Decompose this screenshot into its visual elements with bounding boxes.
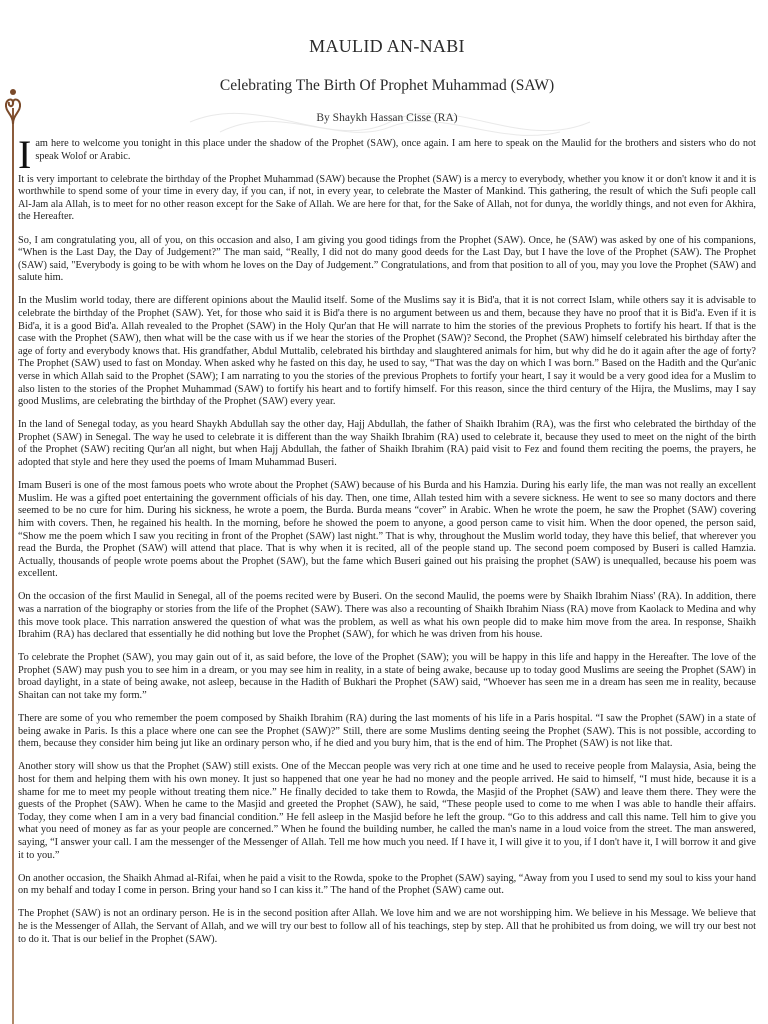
paragraph: In the Muslim world today, there are different opinions about the Maulid itself. Some of the Muslims say it is Bid'a, that it is not correct Islam, while others say it is advisable to celebrate the birthday of the Prophet (SAW). Yet, for those who said it is Bid'a there is no argument between us and them, because they have no proof that it is Bid'a. Even if it is Bid'a, it is a good Bid'a. Allah revealed to the Prophet (SAW) in the Holy Qur'an that He will narrate to him the stories of the previous Prophets to fortify his heart. If that is the case with the Prophet (SAW), then what will be the case with us if we hear the stories of the Prophet (SAW)? Second, the Prophet (SAW) himself celebrated his birthday after the age of forty and everybody knows that. His grandfather, Abdul Muttalib, celebrated his birthday and slaughtered animals for him, but why did he do it again after the age of forty? The Prophet (SAW) used to fast on Monday. When asked why he fasted on this day, he used to say, “That was the day on which I was born.” Based on the Hadith and the Qur'anic verse in which Allah said to the Prophet (SAW); I am narrating to you the stories of the previous Prophets to fortify your heart, I say it would be a very good idea for a Muslim to also listen to the stories of the Prophet Muhammad (SAW) to fortify his heart and to fortify himself. For this reason, since the third century of the Hijra, the Muslims, may I say good Muslims, are celebrating the birthday of the Prophet (SAW) every year. [18, 295, 756, 408]
paragraph: There are some of you who remember the poem composed by Shaikh Ibrahim (RA) during the last moments of his life in a Paris hospital. “I saw the Prophet (SAW) in a state of being awake in Paris. Is this a place where one can see the Prophet (SAW)?” Still, there are some Muslims denting seeing the Prophet (SAW). This is not possible, according to them, because they consider him being jut like an ordinary person who, if he died and you bury him, that is the end of him. The Prophet (SAW) is not like that. [18, 713, 756, 750]
paragraph: Imam Buseri is one of the most famous poets who wrote about the Prophet (SAW) because of his Burda and his Hamzia. During his early life, the man was not really an excellent Muslim. He was a gifted poet entertaining the government officials of his day. Then, one time, Allah tested him with a severe sickness. He went to see so many doctors and there seemed to be no cure for him. During his sickness, he wrote a poem, the Burda. Burda means “cover” in Arabic. When he wrote the poem, he saw the Prophet (SAW) covering him with covers. Then, he regained his health. In the morning, before he showed the poem to anyone, a good person came to visit him. When the door opened, the person said, “Show me the poem which I saw you reciting in front of the Prophet (SAW) last night.” That is why, throughout the Muslim world today, they have this belief, that wherever you read the Burda, the Prophet (SAW) will attend that place. That is why when it is recited, all of the people stand up. The second poem composed by Buseri is called Hamzia. Actually, thousands of people wrote poems about the Prophet (SAW), but the fame which Buseri gained out his praising the prophet (SAW) is unequalled, because his poem was excellent. [18, 480, 756, 580]
article-body [18, 132, 756, 946]
author-byline: By Shaykh Hassan Cisse (RA) [316, 112, 458, 124]
page-title: MAULID AN-NABI [309, 36, 465, 56]
paragraph: On another occasion, the Shaikh Ahmad al-Rifai, when he paid a visit to the Rowda, spoke to the Prophet (SAW) saying, “Away from you I used to send my soul to kiss your hand on my behalf and today I come in person. Bring your hand so I can kiss it.” The hand of the Prophet (SAW) came out. [18, 872, 756, 897]
paragraph: It is very important to celebrate the birthday of the Prophet Muhammad (SAW) because the Prophet (SAW) is a mercy to everybody, whether you know it or don't know it and it is worthwhile to spend some of your time in every day, if you can, if not, in every year, to celebrate the Master of Mankind. This gathering, the result of which the Sufi people call Al-Jam ala Allah, is to meet for no other reason except for the Sake of Allah. We are here for that, for the Sake of Allah, not for dunya, the worldly things, and not even for Akhira, the Hereafter. [18, 173, 756, 223]
paragraph: The Prophet (SAW) is not an ordinary person. He is in the second position after Allah. We love him and we are not worshipping him. We believe in his Message. We believe that he is the Messenger of Allah, the Servant of Allah, and we will try our best to follow all of his teachings, step by step. All that he prohibited us from doing, we will try our best not to do it. That is our belief in the Prophet (SAW). [18, 908, 756, 945]
paragraph: So, I am congratulating you, all of you, on this occasion and also, I am giving you good tidings from the Prophet (SAW). Once, he (SAW) was asked by one of his companions, “When is the Last Day, the Day of Judgement?” The man said, “Really, I did not do many good deeds for the Last Day, but I have the love of the Prophet (SAW). The Prophet (SAW) said, "Everybody is going to be with whom he loves on the Day of Judgement.” Congratulations, and from that position to all of you, may you love the Prophet (SAW) and salute him. [18, 234, 756, 284]
drop-cap: I [18, 132, 32, 177]
paragraph: To celebrate the Prophet (SAW), you may gain out of it, as said before, the love of the Prophet (SAW); you will be happy in this life and happy in the Hereafter. The love of the Prophet (SAW) may push you to see him in a dream, or you may see him in reality, in a state of being awake, because up to today good Muslims are seeing the Prophet (SAW) in broad daylight, in a state of being awake, not asleep, because in the Hadith of Bukhari the Prophet (SAW) said, “Whoever has seen me in a dream has seen me in reality, because Shaitan can not take my form.” [18, 652, 756, 702]
paragraph: In the land of Senegal today, as you heard Shaykh Abdullah say the other day, Hajj Abdullah, the father of Shaikh Ibrahim (RA), was the first who celebrated the birthday of the Prophet (SAW) in Senegal. The way he used to celebrate it is different than the way Shaikh Ibrahim (RA) used to celebrate it, because they used to meet on the night of the birth of the Prophet (SAW) reciting Qur'an all night, but when Hajj Abdullah, the father of Shaikh Ibrahim (RA) paid visit to Fez and found them reciting the poems, the prayers, he adopted that style and here they used the poems of Imam Muhammad Buseri. [18, 419, 756, 469]
article [18, 36, 756, 957]
page-subtitle: Celebrating The Birth Of Prophet Muhammad (SAW) [219, 77, 555, 94]
paragraph: Iam here to welcome you tonight in this place under the shadow of the Prophet (SAW), once again. I am here to speak on the Maulid for the brothers and sisters who do not speak Wolof or Arabic. [18, 132, 756, 177]
paragraph: Another story will show us that the Prophet (SAW) still exists. One of the Meccan people was very rich at one time and he used to receive people from Malaysia, Asia, being the host for them and helping them with his own money. It just so happened that one year he had no money and the people arrived. He said to himself, “I must hide, because it is a shame for me to meet my people without treating them nice.” He finally decided to take them to Rowda, the Masjid of the Prophet (SAW) and leave them there. They were the guests of the Prophet (SAW). When he came to the Masjid and greeted the Prophet (SAW), he said, “These people used to come to me when I was able to handle their affairs. Today, they come when I am in a very bad financial condition.” He fell asleep in the Masjid before he left the group. “Go to this address and call this name. Tell him to give you what you need of money as far as your people are concerned.” When he found the building number, he called the man's name in a loud voice from the street. The man answered, saying, “I answer your call. I am the messenger of the Messenger of Allah. Tell me how much you need. If I have it, I will give it to you, if I don't have it, I will borrow it and give it to you.” [18, 761, 756, 861]
paragraph: On the occasion of the first Maulid in Senegal, all of the poems recited were by Buseri. On the second Maulid, the poems were by Shaikh Ibrahim Niass' (RA). In addition, there was a narration of the biography or stories from the life of the Prophet (SAW). There was also a recounting of Shaikh Ibrahim Niass (RA) move from Kaolack to Medina and why this move took place. This narration answered the question of what was the problem, as well as what his own people did to make him move from the area. In response, Shaikh Ibrahim (RA) has declared that essentially he did nothing but love the Prophet (SAW), for which he was driven from his house. [18, 591, 756, 641]
decorative-border-line [12, 108, 14, 1024]
